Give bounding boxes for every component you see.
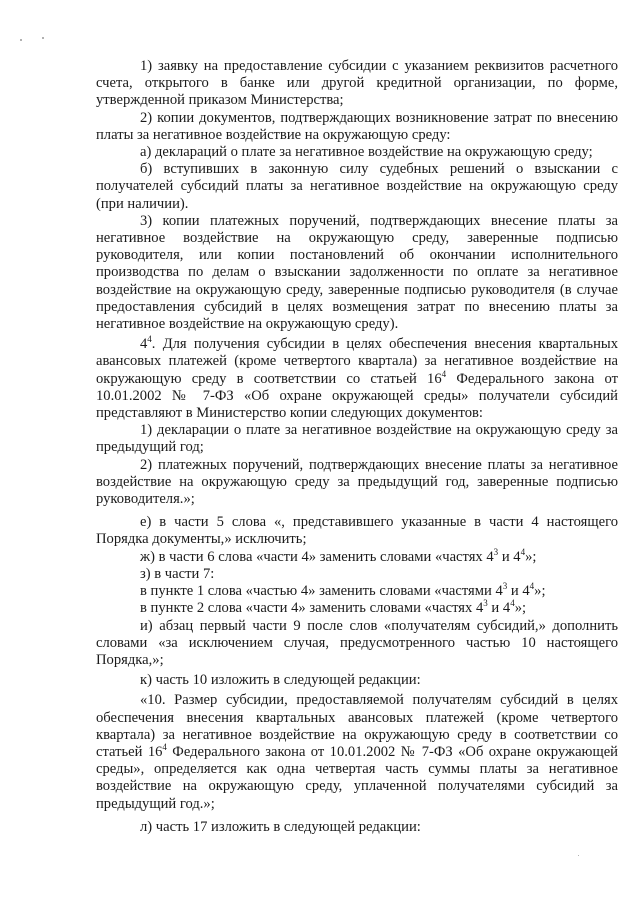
paragraph-point-1: в пункте 1 слова «частью 4» заменить словами «частями $4^3$ и $4^4$»; [140, 581, 546, 600]
paragraph-section-4-4: $4^4$. Для получения субсидии в целях обеспечения внесения квартальных авансовых платежей (кроме четвертого квартала) за негативное воздействие на окружающую среду в соответствии со статьей $16^4$ Федерального закона от 10.01.2002 № 7-ФЗ «Об охране окружающей среды» получатели субсидий представляют в Министерство копии следующих документов: [96, 334, 618, 422]
paragraph-payment-previous-year: 2) платежных поручений, подтверждающих внесение платы за негативное воздействие на окружающую среду за предыдущий год, заверенные подписью руководителя.»; [96, 456, 618, 508]
paragraph-declaration-previous-year: 1) декларации о плате за негативное воздействие на окружающую среду за предыдущий год; [96, 422, 618, 456]
paragraph-application: 1) заявку на предоставление субсидии с указанием реквизитов расчетного счета, открытого в банке или другой кредитной организации, по форме, утвержденной приказом Министерства; [96, 58, 618, 109]
paragraph-section-10: «10. Размер субсидии, предоставляемой получателям субсидий в целях обеспечения внесения квартальных авансовых платежей (кроме четвертого квартала) за негативное воздействие на окружающую среду в соответствии со статьей $16^4$ Федерального закона от 10.01.2002 № 7-ФЗ «Об охране окружающей среды», определяется как одна четвертая часть суммы платы за негативное воздействие на окружающую среду, уплаченной получателями субсидий за предыдущий год.»; [96, 692, 618, 812]
paragraph-copies-documents: 2) копии документов, подтверждающих возникновение затрат по внесению платы за негативное воздействие на окружающую среду: [96, 109, 618, 143]
paragraph-payment-orders: 3) копии платежных поручений, подтверждающих внесение платы за негативное воздействие на окружающую среду, заверенные подписью руководителя, или копии постановлений об окончании исполнительного производства по делам о взыскании задолженности по оплате за негативное воздействие на окружающую среду, заверенные подписью руководителя (в случае предоставления субсидий в целях возмещения затрат по внесению платы за негативное воздействие на окружающую среду). [96, 212, 618, 333]
paragraph-declarations: а) деклараций о плате за негативное воздействие на окружающую среду; [140, 144, 593, 161]
scan-speck [42, 37, 44, 39]
paragraph-item-e: е) в части 5 слова «, представившего указанные в части 4 настоящего Порядка документы,» исключить; [96, 514, 618, 548]
paragraph-item-k: к) часть 10 изложить в следующей редакции: [140, 672, 421, 689]
scan-speck [578, 855, 579, 856]
paragraph-item-z: з) в части 7: [140, 565, 215, 582]
scan-speck [20, 39, 22, 41]
paragraph-item-i: и) абзац первый части 9 после слов «получателям субсидий,» дополнить словами «за исключением случая, предусмотренного частью 10 настоящего Порядка,»; [96, 617, 618, 668]
paragraph-item-zh: ж) в части 6 слова «части 4» заменить словами «частях $4^3$ и $4^4$»; [140, 546, 537, 565]
paragraph-court-decisions: б) вступивших в законную силу судебных решений о взыскании с получателей субсидий платы за негативное воздействие на окружающую среду (при наличии). [96, 161, 618, 212]
paragraph-point-2: в пункте 2 слова «части 4» заменить словами «частях $4^3$ и $4^4$»; [140, 598, 527, 617]
document-body [96, 58, 618, 836]
paragraph-item-l: л) часть 17 изложить в следующей редакции: [140, 818, 421, 835]
